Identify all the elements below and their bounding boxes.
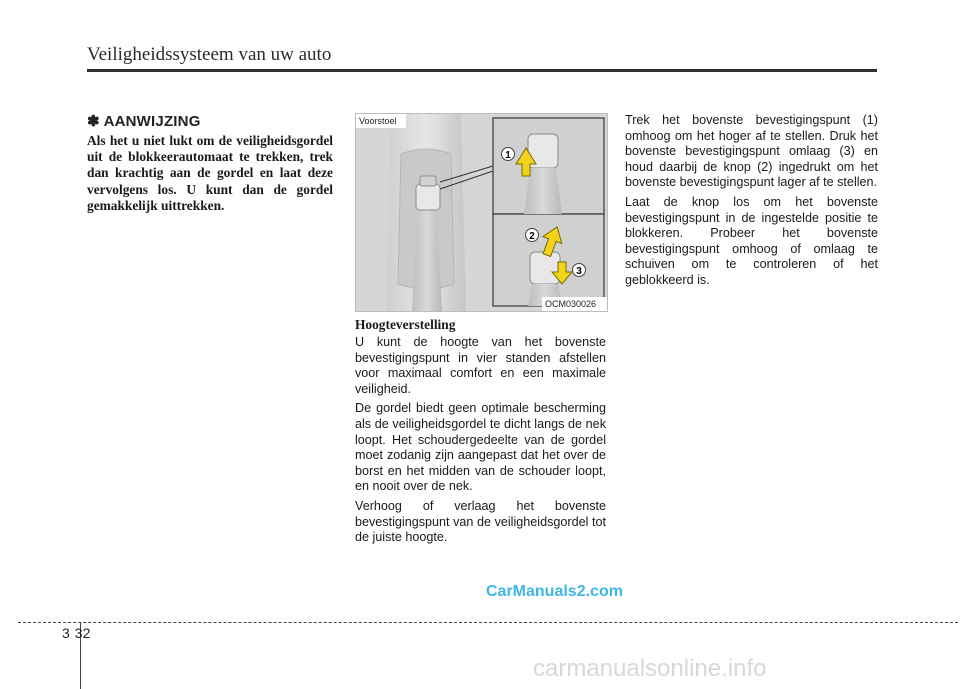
- note-box: [87, 112, 333, 214]
- height-adjustment-section: [355, 317, 606, 550]
- right-column: [625, 113, 878, 293]
- instruction-paragraph: Laat de knop los om het bovenste bevestigingspunt in de ingestelde positie te blokkeren. Probeer het bovenste bevestigingspunt omhoog of omlaag te schuiven om te controleren of het geblokkeerd is.: [625, 194, 878, 287]
- section-paragraph: Verhoog of verlaag het bovenste bevestigingspunt van de veiligheidsgordel tot de juiste hoogte.: [355, 498, 606, 545]
- page-number: [62, 625, 90, 641]
- note-heading: ✽ AANWIJZING: [87, 113, 201, 130]
- note-body: Als het u niet lukt om de veiligheidsgordel uit de blokkeerautomaat te trekken, trek dan krachtig aan de gordel en laat deze vervolgens los. U kunt dan de gordel gemakkelijk uittrekken.: [87, 133, 333, 213]
- page-header-title: Veiligheidssysteem van uw auto: [87, 44, 332, 65]
- section-heading: Hoogteverstelling: [355, 317, 456, 332]
- page-index: 32: [74, 625, 91, 641]
- illustration-svg: [356, 114, 607, 311]
- instruction-paragraph: Trek het bovenste bevestigingspunt (1) omhoog om het hoger af te stellen. Druk het bovenste bevestigingspunt omlaag (3) en houd daarbij de knop (2) ingedrukt om het bovenste bevestigingspunt lager af te stellen.: [625, 113, 878, 190]
- figure-label: Voorstoel: [359, 116, 397, 126]
- inset-anchor-bottom: [530, 252, 560, 284]
- anchor-point: [416, 184, 440, 210]
- footer-rule: [18, 622, 958, 623]
- section-paragraph: U kunt de hoogte van het bovenste bevestigingspunt in vier standen afstellen voor maximaal comfort en een maximale veiligheid.: [355, 335, 606, 396]
- callout-2-label: 2: [529, 231, 535, 242]
- anchor-bolt: [420, 176, 436, 186]
- watermark-link[interactable]: CarManuals2.com: [486, 583, 623, 600]
- callout-3-label: 3: [576, 266, 582, 277]
- seatbelt-height-illustration: [355, 113, 608, 312]
- figure-code: OCM030026: [545, 299, 597, 309]
- chapter-number: 3: [62, 625, 70, 641]
- section-paragraph: De gordel biedt geen optimale bescherming als de veiligheidsgordel te dicht langs de nek loopt. Het schoudergedeelte van de gordel moet zodanig zijn aangepast dat het over de borst en het midden van de schouder loopt, en nooit over de nek.: [355, 401, 606, 494]
- callout-1-label: 1: [505, 150, 511, 161]
- header-rule: [87, 69, 877, 72]
- site-watermark: carmanualsonline.info: [533, 655, 767, 682]
